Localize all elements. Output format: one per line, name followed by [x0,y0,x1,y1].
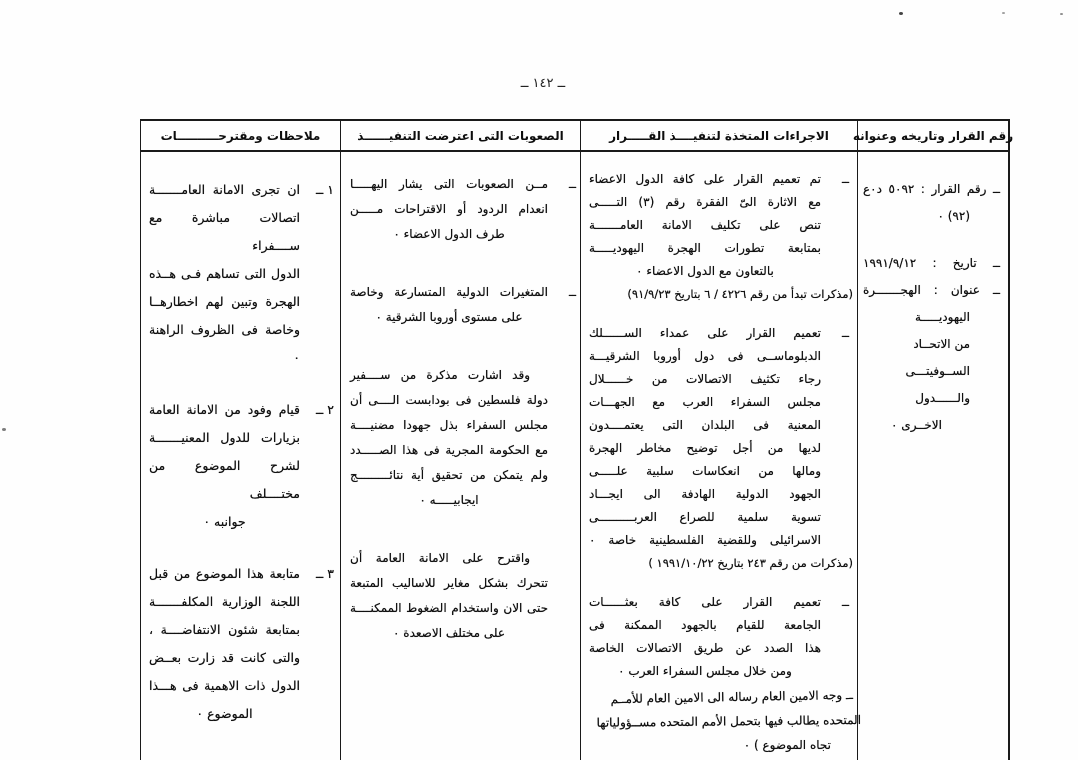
text-line: والــــــدول [915,391,970,405]
text-line: الاسرائيلى وللقضية الفلسطينية خاصة ٠ [589,533,821,547]
line-gap [589,575,821,591]
table-header-row [140,121,1014,152]
line-gap [589,306,821,322]
text-line: (مذكرات تبدأ من رقم ٤٢٢٦ / ٦ بتاريخ ٩١/٩/٢٣) [627,287,853,301]
text-line: ولم يتمكن من تحقيق أية نتائـــــــــج [350,468,548,482]
text-line: ومالها من انعكاسات سلبية علـــــى [589,464,821,478]
text-line: اليهوديـــــة [914,310,970,324]
text-line: ــ تعميم القرار على كافة بعثــــــات [589,591,821,614]
line-gap [350,330,548,363]
text-line: ايجابيـــــه ٠ [419,493,479,507]
text-line: ــ رقم القرار : ٥٠٩٢ د٠ع [863,182,1000,196]
text-line: دولة فلسطين فى بودابست الــــى أن [350,393,548,407]
text-line: الدول التى تساهم فـى هــذه [149,266,300,281]
text-line: ــ عنوان : الهجـــــــرة [863,283,1000,297]
text-line: ــ وجه الامين العام رساله الى الامين العام للأمــم [610,688,854,707]
text-line: ٢ ــ قيام وفود من الامانة العامة [149,396,300,424]
text-line: جوانبه ٠ [203,514,246,529]
dash-bullet: ٢ ــ [315,402,334,417]
text-line: هذا الصدد عن طريق الاتصالات الخاصة [589,641,821,655]
text-line: ــ تاريخ : ١٩٩١/٩/١٢ [863,256,1000,270]
line-gap [350,513,548,546]
text-line: الهجرة وتبين لهم اخطارهــا [149,294,300,309]
text-line: الدول ذات الاهمية فى هـــذا [149,678,300,693]
text-line: تسوية سلمية للصراع العربــــــــــى [589,510,821,524]
line-gap [863,230,1000,250]
text-line: اتصالات مباشرة مع ســــفراء [149,210,300,253]
text-line: مجلس السفراء العرب مع الجهـــات [589,395,821,409]
text-line: الاخــرى ٠ [891,418,942,432]
dash-bullet: ــ [841,326,849,340]
text-line: حتى الان واستخدام الضغوط الممكنــــة [350,601,548,615]
cell-decision-number-date-title [857,152,1008,760]
text-line: ــ المتغيرات الدولية المتسارعة وخاصة [350,280,548,305]
scan-speck [2,428,6,431]
line-gap [350,247,548,280]
text-line: ومن خلال مجلس السفراء العرب ٠ [618,664,792,678]
dash-bullet: ١ ــ [315,182,334,197]
text-line: المتحده يطالب فيها بتحمل الأمم المتحده مســؤولياتها [596,713,862,730]
text-line: لشرح الموضوع من مختــــلف [149,458,300,501]
text-line: لديها من أجل توضيح مخاطر الهجرة [589,441,821,455]
dash-bullet: ــ [841,172,849,186]
text-line: (٩٢) ٠ [937,209,970,223]
dash-bullet: ــ [568,285,576,299]
text-line: (مذكرات من رقم ٢٤٣ بتاريخ ١٩٩١/١٠/٢٢ ) [648,556,853,570]
text-line: الدبلوماســى فى دول أوروبا الشرقيـــة [589,349,821,363]
header-notes-suggestions: ملاحظات ومقترحــــــــــات [140,121,340,150]
text-line: الموضوع ٠ [196,706,253,721]
text-line: وقد اشارت مذكرة من ســــفير [350,368,530,382]
cell-difficulties [340,152,580,760]
page-number: ــ ١٤٢ ــ [520,76,566,91]
text-line: بزيارات للدول المعنيـــــــة [149,430,300,445]
text-line: من الاتحــاد [913,337,970,351]
text-line: وخاصة فى الظروف الراهنة ٠ [149,322,300,365]
scan-speck [899,12,903,15]
text-line: واقترح على الامانة العامة أن [350,551,530,565]
text-line: تنص على تكليف الامانة العامـــــــة [589,218,821,232]
text-line: على مستوى أوروبا الشرقية ٠ [375,310,523,324]
text-line: اللجنة الوزارية المكلفـــــــة [149,594,300,609]
cell-notes-suggestions [140,152,340,760]
text-line: ــ تعميم القرار على عمداء الســــــلك [589,322,821,345]
text-line: مجلس السفراء بذل جهودا مضنيــــة [350,418,548,432]
text-line: ٣ ــ متابعة هذا الموضوع من قبل [149,560,300,588]
table-body-row [140,152,1008,760]
follow-up-table [140,119,1014,760]
text-line: الســوفيتـــى [905,364,970,378]
text-line: ١ ــ ان تجرى الامانة العامـــــــة [149,176,300,204]
header-actions-taken: الاجراءات المتخذة لتنفيــــذ القـــــرار [580,121,857,150]
text-line: ــ مــن الصعوبات التى يشار اليهـــــا [350,172,548,197]
text-line: مع الاثارة الىّ الفقرة رقم (٣) التـــــى [589,195,822,209]
dash-bullet: ــ [841,595,849,609]
text-line: والتى كانت قد زارت بعــض [149,650,300,665]
text-line: رجاء تكثيف الاتصالات من خــــــلال [589,372,821,386]
text-line: بالتعاون مع الدول الاعضاء ٠ [636,264,774,278]
text-line: تجاه الموضوع ) ٠ [743,738,831,752]
scan-speck [1002,12,1005,14]
line-gap [149,536,300,560]
text-line: بمتابعة شئون الانتفاضــــة ، [149,622,300,637]
text-line: مع الحكومة المجرية فى هذا الصـــــدد [350,443,548,457]
text-line: الجهود الدولية الهادفة الى ايجـــاد [589,487,821,501]
text-line: على مختلف الاصعدة ٠ [393,626,505,640]
text-line: انعدام الردود أو الاقتراحات مـــــن [350,202,548,216]
header-difficulties: الصعوبات التى اعترضت التنفيــــــذ [340,121,580,150]
dash-bullet: ــ [568,177,576,191]
dash-bullet: ٣ ــ [315,566,334,581]
text-line: طرف الدول الاعضاء ٠ [393,227,505,241]
text-line: تتحرك بشكل مغاير للاساليب المتبعة [350,576,548,590]
text-line: الجامعة للقيام بالجهود الممكنة فى [589,618,821,632]
line-gap [149,372,300,396]
scan-speck [1060,13,1063,15]
text-line: المعنية فى البلدان التى يعتمــــدون [589,418,821,432]
text-line: بمتابعة تطورات الهجرة اليهوديـــــة [589,241,821,255]
header-decision-number: رقم القرار وتاريخه وعنوانه [857,121,1008,150]
text-line: ــ تم تعميم القرار على كافة الدول الاعضاء [589,168,821,191]
cell-actions-taken [580,152,862,760]
